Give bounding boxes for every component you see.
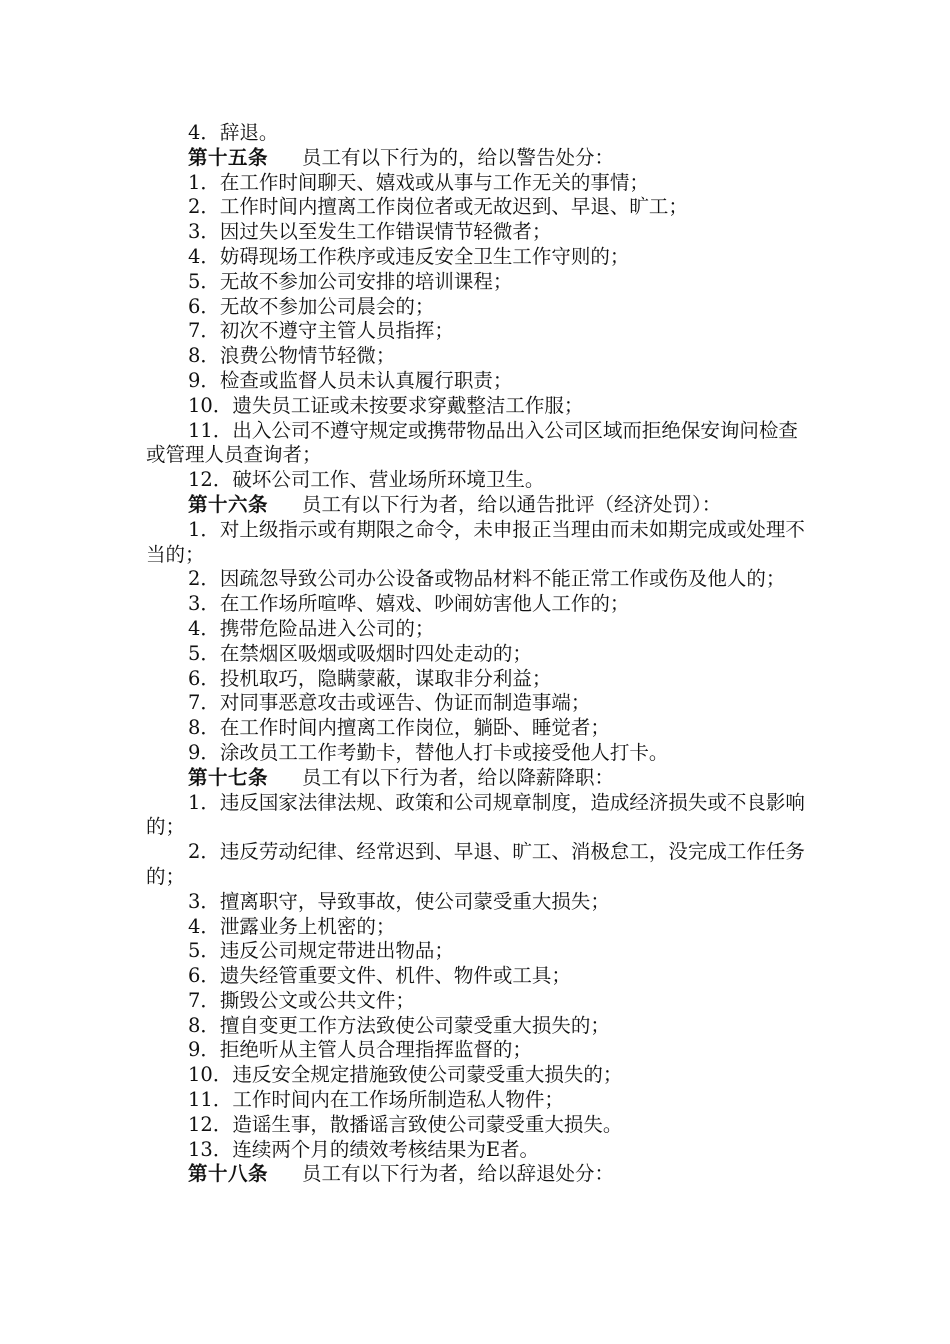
list-item: 3．因过失以至发生工作错误情节轻微者； (188, 220, 552, 244)
list-item: 4．泄露业务上机密的； (188, 914, 396, 938)
list-item: 4．妨碍现场工作秩序或违反安全卫生工作守则的； (188, 244, 630, 268)
article-heading-line (146, 1162, 806, 1187)
list-item: 7．初次不遵守主管人员指挥； (188, 319, 454, 343)
list-item: 7．撕毁公文或公共文件； (188, 988, 415, 1012)
list-item: 2．违反劳动纪律、经常迟到、早退、旷工、消极怠工，没完成工作任务的； (146, 840, 805, 888)
list-item: 5．无故不参加公司安排的培训课程； (188, 269, 513, 293)
list-item: 11．出入公司不遵守规定或携带物品出入公司区域而拒绝保安询问检查或管理人员查询者； (146, 418, 798, 467)
list-item: 3．在工作场所喧哗、嬉戏、吵闹妨害他人工作的； (188, 592, 630, 616)
list-item: 9．检查或监督人员未认真履行职责； (188, 368, 513, 392)
list-item: 2．工作时间内擅离工作岗位者或无故迟到、早退、旷工； (188, 195, 688, 219)
article-number: 第十六条 (188, 492, 269, 516)
list-item: 8．在工作时间内擅离工作岗位，躺卧、睡觉者； (188, 716, 610, 740)
article-number: 第十八条 (188, 1162, 269, 1186)
list-item: 6．无故不参加公司晨会的； (188, 294, 435, 318)
article-text: 员工有以下行为者，给以辞退处分： (302, 1162, 615, 1186)
list-item: 12．造谣生事，散播谣言致使公司蒙受重大损失。 (188, 1112, 623, 1136)
list-item: 8．擅自变更工作方法致使公司蒙受重大损失的； (188, 1013, 610, 1037)
article-number: 第十五条 (188, 145, 269, 169)
list-item: 7．对同事恶意攻击或诬告、伪证而制造事端； (188, 691, 591, 715)
list-item: 9．拒绝听从主管人员合理指挥监督的； (188, 1038, 532, 1062)
list-item: 1．在工作时间聊天、嬉戏或从事与工作无关的事情； (188, 170, 649, 194)
article-text: 员工有以下行为者，给以降薪降职： (302, 765, 615, 789)
list-item: 6．投机取巧，隐瞒蒙蔽，谋取非分利益； (188, 666, 552, 690)
list-item: 1．违反国家法律法规、政策和公司规章制度，造成经济损失或不良影响的； (146, 790, 805, 839)
list-item: 6．遗失经管重要文件、机件、物件或工具； (188, 964, 571, 988)
article-number: 第十七条 (188, 765, 269, 789)
article-heading-line (146, 493, 806, 518)
list-item: 5．违反公司规定带进出物品； (188, 939, 454, 963)
list-item: 2．因疏忽导致公司办公设备或物品材料不能正常工作或伤及他人的； (188, 567, 786, 591)
list-item: 13．连续两个月的绩效考核结果为E者。 (188, 1137, 540, 1161)
list-item: 4．携带危险品进入公司的； (188, 616, 435, 640)
list-item: 12．破坏公司工作、营业场所环境卫生。 (188, 468, 545, 492)
list-item: 4．辞退。 (188, 121, 279, 144)
list-item: 8．浪费公物情节轻微； (188, 344, 396, 368)
list-item: 9．涂改员工工作考勤卡，替他人打卡或接受他人打卡。 (188, 740, 669, 764)
list-item: 5．在禁烟区吸烟或吸烟时四处走动的； (188, 641, 532, 665)
list-item: 11．工作时间内在工作场所制造私人物件； (188, 1088, 564, 1112)
document-body (146, 121, 806, 1187)
list-item: 3．擅离职守，导致事故，使公司蒙受重大损失； (188, 889, 610, 913)
list-item: 1．对上级指示或有期限之命令，未申报正当理由而未如期完成或处理不当的； (146, 517, 805, 566)
article-text: 员工有以下行为者，给以通告批评（经济处罚）： (302, 492, 722, 516)
list-item: 10．违反安全规定措施致使公司蒙受重大损失的； (188, 1063, 623, 1087)
article-heading-line (146, 766, 806, 791)
article-heading-line (146, 146, 806, 171)
list-item: 10．遗失员工证或未按要求穿戴整洁工作服； (188, 393, 584, 417)
article-text: 员工有以下行为的，给以警告处分： (302, 145, 615, 169)
